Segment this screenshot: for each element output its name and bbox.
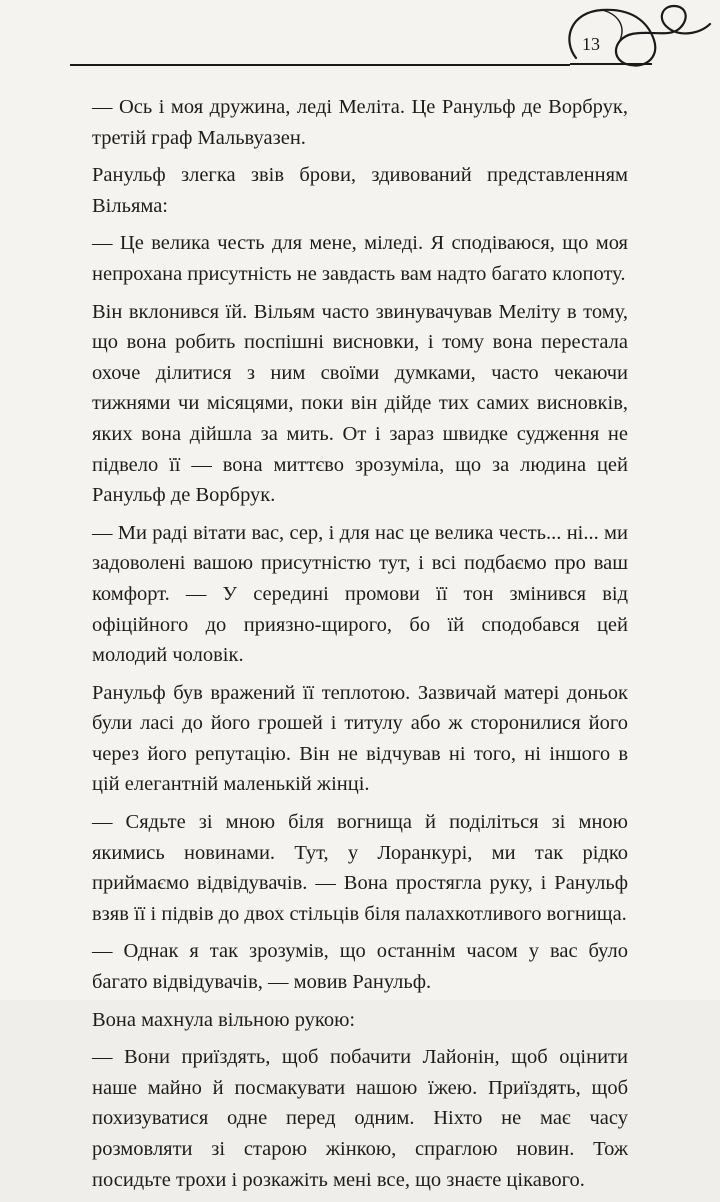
body-text	[92, 92, 628, 1202]
paragraph: — Вони приїздять, щоб побачити Лайонін, щоб оцінити наше майно й посмакувати нашою їжею. Приїздять, щоб похизуватися одне перед одним. Ніхто не має часу розмовляти зі старою жінкою, спраглою новин. Тож посидьте трохи і розкажіть мені все, що знаєте цікавого.	[92, 1046, 628, 1191]
paragraph: Він вклонився їй. Вільям часто звинувачував Меліту в тому, що вона робить поспішні висновки, і тому вона перестала охоче ділитися з ним своїми думками, часто чекаючи тижнями чи місяцями, поки він дійде тих самих висновків, яких вона дійшла за мить. От і зараз швидке судження не підвело її — вона миттєво зрозуміла, що за людина цей Ранульф де Ворбрук.	[92, 300, 628, 507]
paragraph: Вона махнула вільною рукою:	[92, 1008, 356, 1031]
page-number: 13	[582, 34, 600, 54]
paragraph: Ранульф злегка звів брови, здивований представленням Вільяма:	[92, 164, 628, 217]
paragraph: — Це велика честь для мене, міледі. Я сподіваюся, що моя непрохана присутність не завдасть вам надто багато клопоту.	[92, 232, 628, 285]
paragraph: — Ми раді вітати вас, сер, і для нас це велика честь... ні... ми задоволені вашою присутністю тут, і всі подбаємо про ваш комфорт. — У середині промови її тон змінився від офіційного до приязно-щирого, бо їй сподобався цей молодий чоловік.	[92, 521, 628, 667]
header-rule	[70, 64, 570, 66]
paragraph: Ранульф був вражений її теплотою. Зазвичай матері доньок були ласі до його грошей і титулу або ж сторонилися його через його репутацію. Він не відчував ні того, ні іншого в цій елегантній маленькій жінці.	[92, 681, 628, 796]
paragraph: — Ось і моя дружина, леді Меліта. Це Ранульф де Ворбрук, третій граф Мальвуазен.	[92, 96, 628, 149]
flourish-ornament-icon	[540, 0, 720, 80]
paragraph: — Сядьте зі мною біля вогнища й поділіться зі мною якимись новинами. Тут, у Лоранкурі, ми так рідко приймаємо відвідувачів. — Вона простягла руку, і Ранульф взяв її і підвів до двох стільців біля палахкотливого вогнища.	[92, 811, 628, 925]
paragraph: — Однак я так зрозумів, що останнім часом у вас було багато відвідувачів, — мовив Ранульф.	[92, 940, 628, 994]
